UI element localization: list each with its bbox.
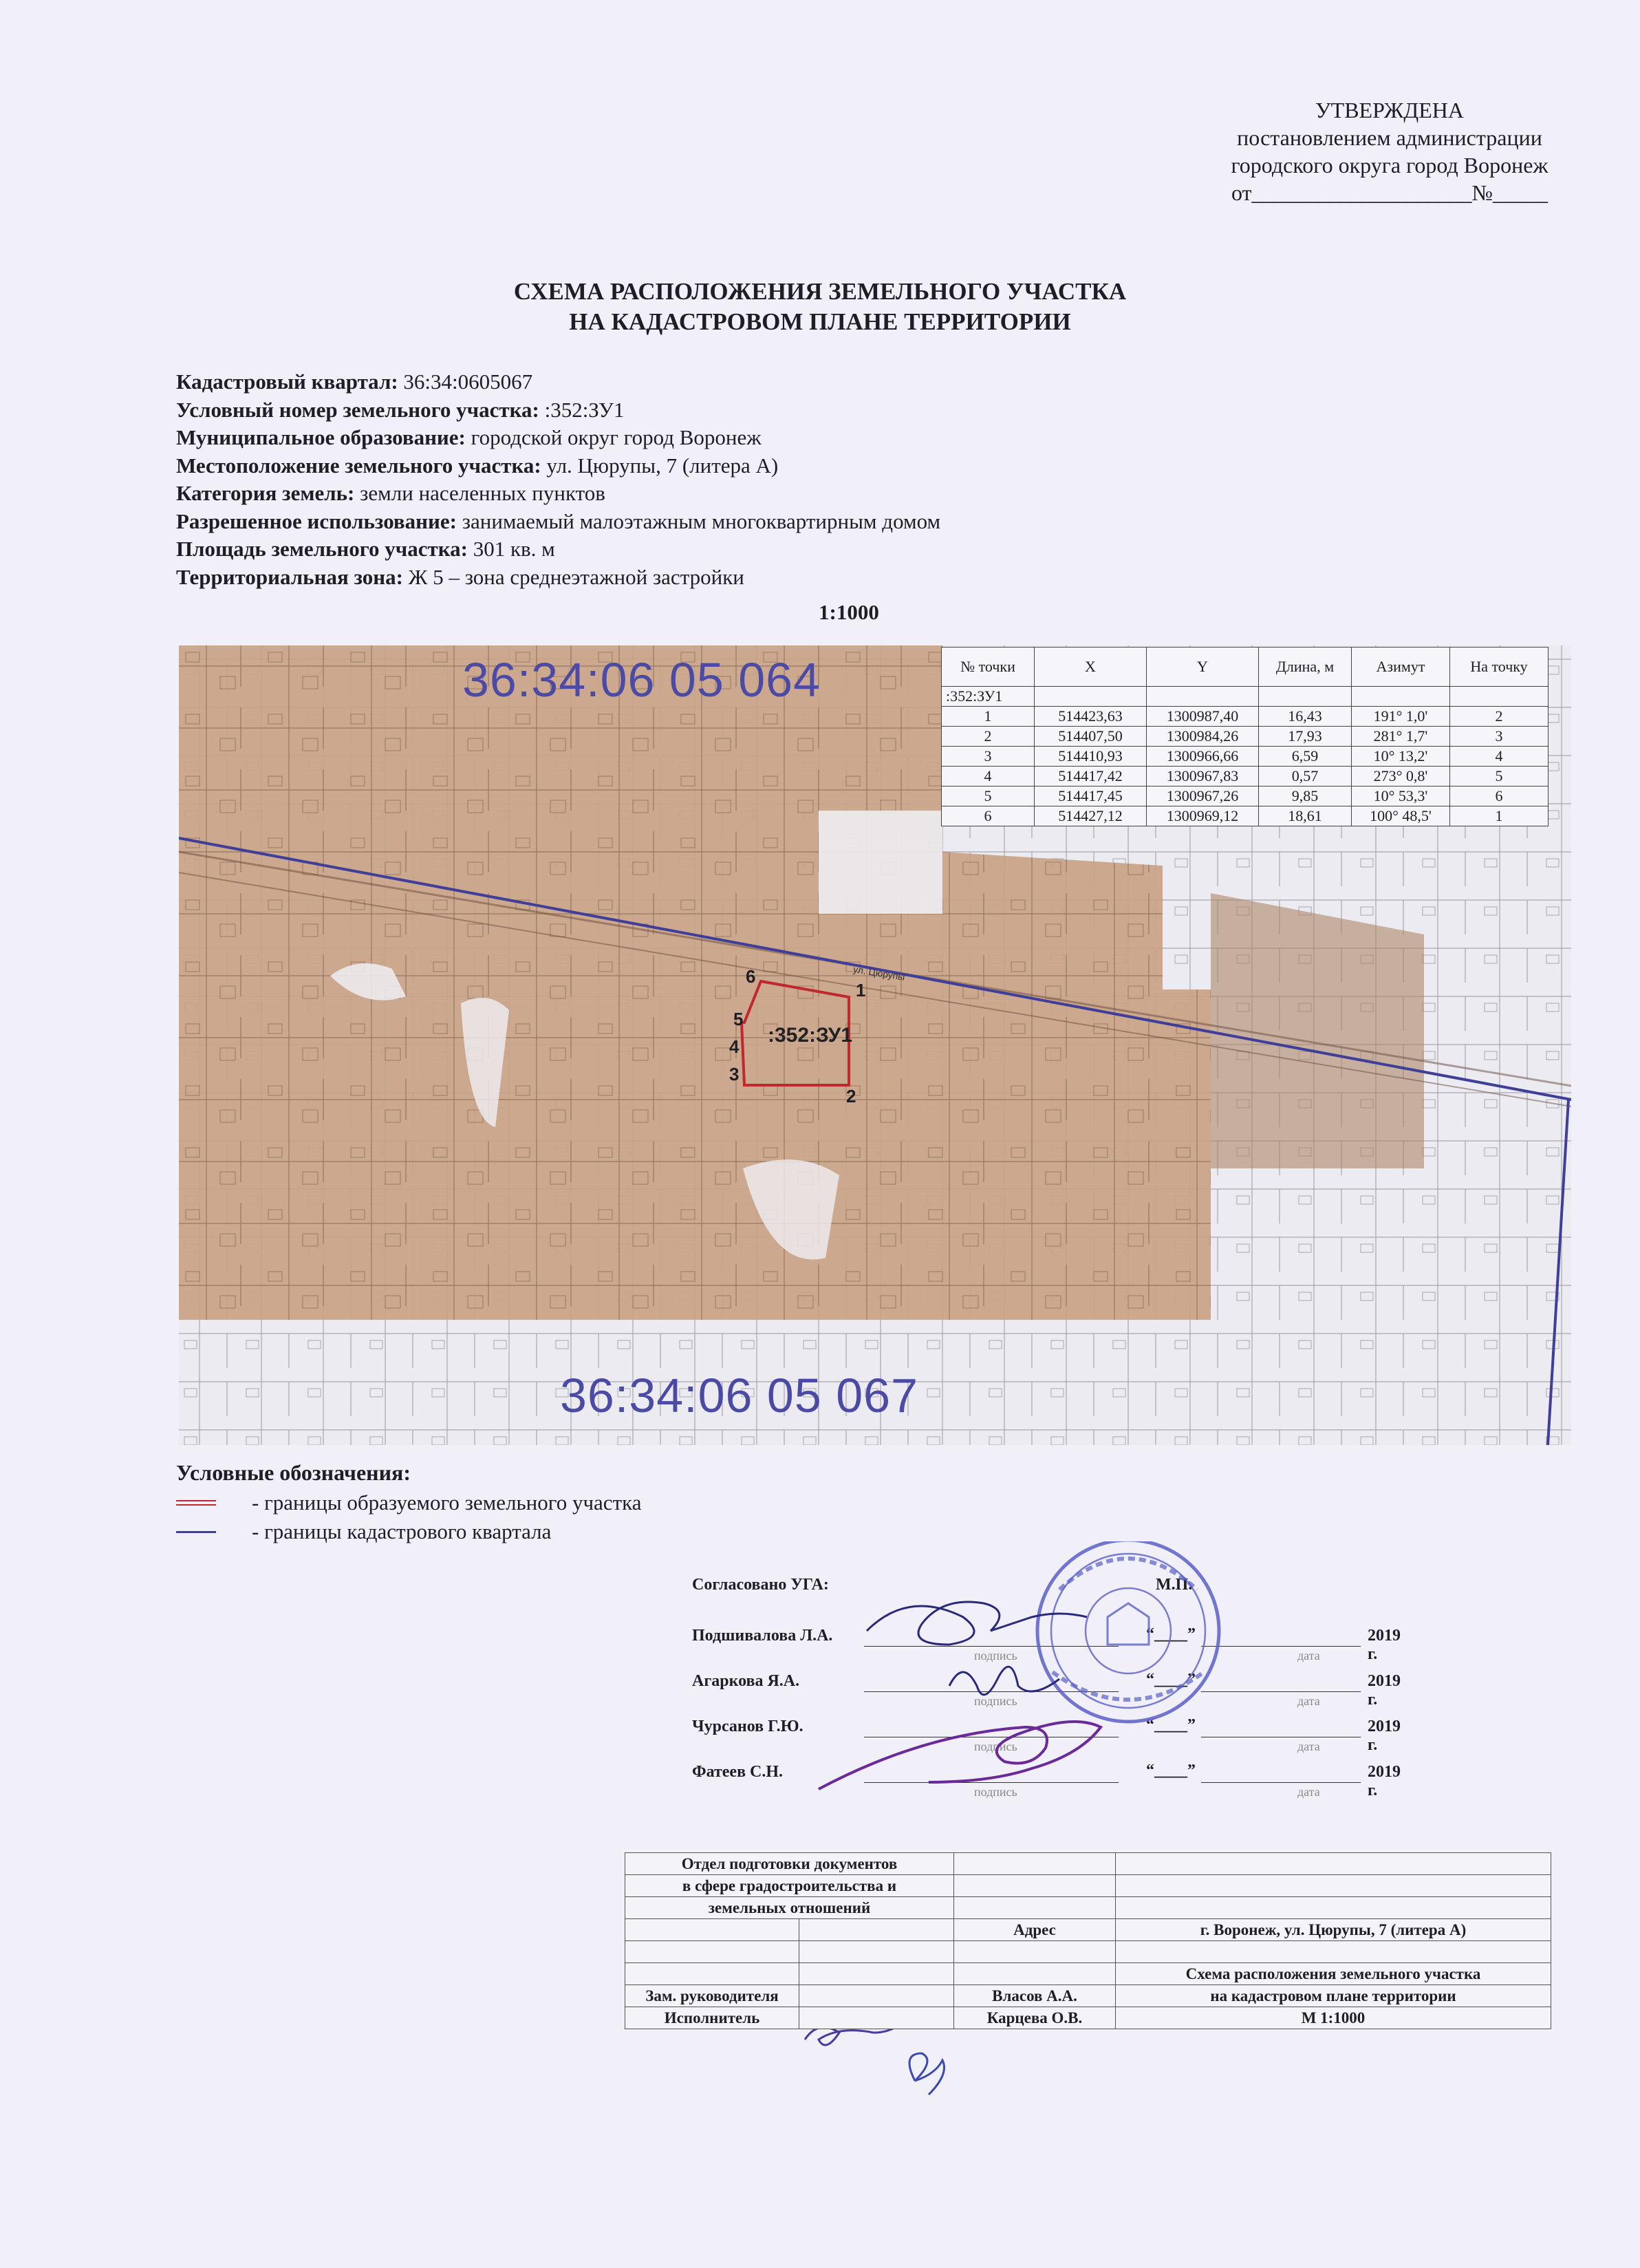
table-row: 4 514417,42 1300967,83 0,57 273° 0,8' 5 [942,767,1549,787]
seal-place-label: М.П. [1156,1576,1193,1594]
field-zone: Территориальная зона: Ж 5 – зона среднеэтажной застройки [176,564,744,589]
signature-row: Чурсанов Г.Ю. подпись “____” дата 2019 г. [692,1716,1401,1754]
table-row: 1 514423,63 1300987,40 16,43 191° 1,0' 2 [942,707,1549,727]
document-subtitle: НА КАДАСТРОВОМ ПЛАНЕ ТЕРРИТОРИИ [569,308,1071,335]
field-permitted-use: Разрешенное использование: занимаемый малоэтажным многоквартирным домом [176,509,941,533]
table-row: 6 514427,12 1300969,12 18,61 100° 48,5' 1 [942,806,1549,826]
point-label: 6 [746,966,756,987]
signature-fateev [819,1722,1101,1789]
table-header-row: № точки X Y Длина, м Азимут На точку [942,648,1549,687]
title-block-table: Отдел подготовки документов в сфере градостроительства и земельных отношений Адрес г. Воронеж, ул. Цюрупы, 7 (литера А) Схема расположения земельного участка Зам. руководителя Власов А.А. на кадастровом плане территории Исполнитель Карцева О.В. М 1:1000 [625,1852,1551,2029]
legend-item-quarter: - границы кадастрового квартала [176,1519,551,1544]
point-label: 3 [729,1064,740,1084]
signature-row: Агаркова Я.А. подпись “____” дата 2019 г. [692,1671,1401,1709]
signature-row: Фатеев С.Н. подпись “____” дата 2019 г. [692,1762,1401,1799]
approval-block [1142,96,1637,206]
table-row: 3 514410,93 1300966,66 6,59 10° 13,2' 4 [942,747,1549,767]
document-title: СХЕМА РАСПОЛОЖЕНИЯ ЗЕМЕЛЬНОГО УЧАСТКА [513,278,1127,305]
map-scale: 1:1000 [819,600,879,624]
agreed-label: Согласовано УГА: [692,1576,829,1594]
point-label: 5 [733,1009,744,1029]
official-seal [1037,1541,1219,1722]
field-location: Местоположение земельного участка: ул. Цюрупы, 7 (литера А) [176,453,779,478]
signatory-name: Чурсанов Г.Ю. [692,1718,803,1735]
point-label: 4 [729,1036,740,1057]
legend-title: Условные обозначения: [176,1460,411,1485]
signature-kartseva [909,2053,945,2095]
quarter-boundary-swatch [176,1531,216,1533]
quarter-label-bottom: 36:34:06 05 067 [560,1369,919,1422]
approval-heading: УТВЕРЖДЕНА [1315,98,1465,122]
approval-line: городского округа город Воронеж [1231,153,1549,178]
point-label: 1 [856,980,866,1001]
field-cadastral-quarter: Кадастровый квартал: 36:34:0605067 [176,370,533,394]
parcel-boundary-swatch [176,1500,216,1506]
field-area: Площадь земельного участка: 301 кв. м [176,537,555,561]
signature-row: Подшивалова Л.А. подпись “____” дата 2019 г. [692,1625,1401,1663]
legend-item-parcel: - границы образуемого земельного участка [176,1490,641,1515]
field-land-category: Категория земель: земли населенных пунктов [176,481,605,505]
table-group-row: :352:ЗУ1 [942,687,1549,707]
street-label: ул. Цюрупы [852,963,906,983]
field-municipality: Муниципальное образование: городской округ город Воронеж [176,425,762,449]
approval-line: постановлением администрации [1237,125,1542,150]
point-label: 2 [846,1086,856,1106]
signatures-and-seal [812,1541,1417,1844]
quarter-label-top: 36:34:06 05 064 [462,653,821,707]
signatory-name: Фатеев С.Н. [692,1763,784,1781]
parcel-label: :352:ЗУ1 [768,1024,853,1047]
approval-date-number: от____________________№_____ [1231,180,1549,205]
parcel-info [176,368,940,591]
signatory-name: Агаркова Я.А. [692,1672,800,1690]
coordinates-table [941,647,1549,826]
table-row: 2 514407,50 1300984,26 17,93 281° 1,7' 3 [942,727,1549,747]
signatory-name: Подшивалова Л.А. [692,1627,833,1645]
field-parcel-number: Условный номер земельного участка: :352:ЗУ1 [176,397,625,422]
signature-agarkova [949,1667,1059,1695]
table-row: 5 514417,45 1300967,26 9,85 10° 53,3' 6 [942,787,1549,806]
white-patch [819,811,942,914]
